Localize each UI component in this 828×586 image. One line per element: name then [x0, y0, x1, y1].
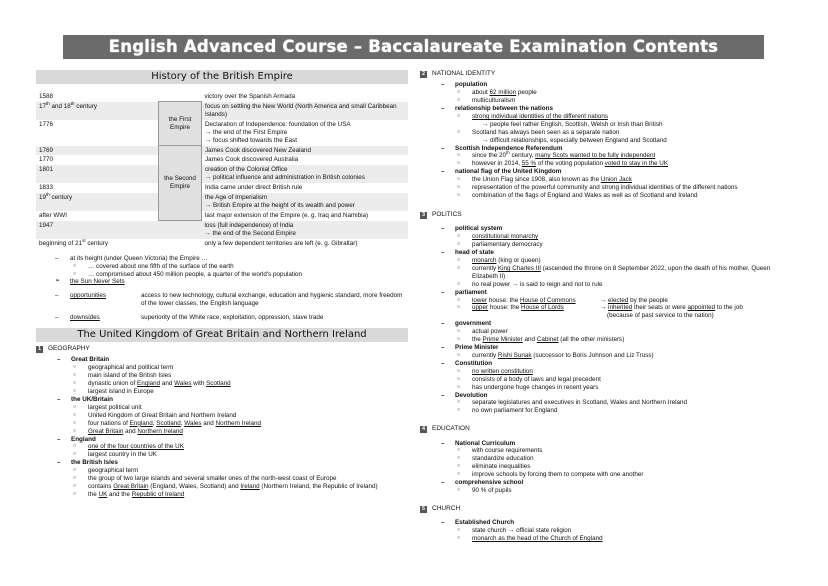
- table-row: 1801 creation of the Colonial Office → political influence and administration in British colonies: [36, 165, 408, 183]
- isles-heading: – the British Isles: [36, 459, 408, 467]
- uk-heading: The United Kingdom of Great Britain and Northern Ireland: [36, 328, 408, 342]
- table-row: 19th century the Age of Imperialism → British Empire at the height of its wealth and power: [36, 193, 408, 211]
- list-item: ○ … covered about one fifth of the surface of the earth: [36, 263, 408, 271]
- table-row: 1769 the Second Empire James Cook discovered New Zealand: [36, 146, 408, 156]
- sun-never-sets: ➢ the Sun Never Sets: [36, 278, 408, 286]
- table-row: 1770 James Cook discovered Australia: [39, 156, 299, 164]
- church-topic: 5 CHURCH: [421, 504, 461, 512]
- era-second-empire: the Second Empire: [159, 146, 202, 221]
- left-column: History of the British Empire 1588 victory over the Spanish Armada 17th and 18th century the First Empire focus on settling the New World (North America and small Caribbean Islands) 1776 Declaration of Independence: foundation of the USA → the end of the First Empire → focus shifted towards the East 1769 the Second Empire James Cook discovered New Zealand 1770 James Cook discovered Australia 1801 creation of the Colonial Office → political influence and administration in British colonies 1833 India came under direct British rule 19th century the Age of Imperialism → British Empire at the height of its wealth and power after WWI last major extension of the Empire (e. g. Iraq and Namibia) 1947 loss (full independence) of India → the end of the Second Empire beginning of 21st century only a few dependent territories are left (e. g. Gibraltar) – at its height (under Queen Victoria) the Empire … ○ … covered about one fifth of the surface of the earth ○ … compromised about 450 million people, a quarter of the world's population ➢ the Sun Never Sets – opportunities access to new technology, cultural exchange, education and hygienic standard, more freedom of the lower classes, the English language – downsides superiority of the White race, exploitation, oppression, slave trade The United Kingdom of Great Britain and Northern Ireland 1 GEOGRAPHY – Great Britain ○ geographical and political term ○ main island of the British Isles ○ dynastic union of England and Wales with Scotland ○ largest island in Europe – the UK/Britain ○ largest political unit ○ United Kingdom of Great Britain and Northern Ireland ○ four nations of England, Scotland, Wales and Northern Ireland ○ Great Britain and Northern Ireland – England ○ one of the four countries of the UK ○ largest country in the UK – the British Isles ○ geographical term ○ the group of two large islands and several smaller ones of the north-west coast of Europe ○ contains Great Britain (England, Wales, Scotland) and Ireland (Northern Ireland, the Republic of Ireland) ○ the UK and the Republic of Ireland: [36, 70, 408, 499]
- empire-height: – at its height (under Queen Victoria) the Empire …: [36, 255, 408, 263]
- era-first-empire: the First Empire: [159, 102, 202, 146]
- gb-heading: – Great Britain: [36, 356, 408, 364]
- table-row: 1776 Declaration of Independence: foundation of the USA → the end of the First Empire → focus shifted towards the East: [39, 120, 351, 144]
- history-table: [36, 92, 408, 249]
- downsides: – downsides superiority of the White race, exploitation, oppression, slave trade: [36, 314, 408, 322]
- ukb-heading: – the UK/Britain: [36, 396, 408, 404]
- opportunities: – opportunities access to new technology, cultural exchange, education and hygienic standard, more freedom of the lower classes, the English language: [36, 292, 408, 308]
- right-column: 2 NATIONAL IDENTITY – population ○ about 62 million people ○ multiculturalism – relationship between the nations ○ strong individual identities of the different nations → people feel rather English, Scottish, Welsh or Irish than British ○ Scotland has always been seen as a separate nation → difficult relationships, especially between England and Scotland – Scottish Independence Referendum ○ since the 20th century, many Scots wanted to be fully independent ○ however in 2014, 55 % of the voting population voted to stay in the UK – national flag of the United Kingdom ○ the Union Flag since 1908, also known as the Union Jack ○ representation of the powerful community and strong individual identities of the different nations ○ combination of the flags of England and Wales as well as of Scotland and Ireland 3 POLITICS – political system ○ constitutional monarchy ○ parliamentary democracy – head of state ○ monarch (king or queen) ○ currently King Charles III (ascended the throne on 8 September 2022, upon the death of his mother, Queen Elizabeth II) ○ no real power → is said to reign and not to rule – parliament ○ lower house: the House of Commons → elected by the people ○ upper house: the House of Lords → inherited their seats or were appointed to the job (because of past service to the nation) – government ○ actual power ○ the Prime Minister and Cabinet (all the other ministers) – Prime Minister ○ currently Rishi Sunak (successor to Boris Johnson and Liz Truss) – Constitution ○ no written constitution ○ consists of a body of laws and legal precedent ○ has undergone huge changes in recent years – Devolution ○ separate legislatures and executives in Scotland, Wales and Northern Ireland ○ no own parliament for England 4 EDUCATION – National Curriculum ○ with course requirements ○ standardize education ○ eliminate inequalities ○ improve schools by forcing them to compete with one another – comprehensive school ○ 90 % of pupils 5 CHURCH – Established Church ○ state church → official state religion ○ monarch as the head of the Church of England: [420, 70, 792, 543]
- table-row: 1833 India came under direct British rule: [39, 184, 303, 192]
- table-row: beginning of 21st century only a few dependent territories are left (e. g. Gibraltar): [39, 237, 358, 247]
- history-heading: History of the British Empire: [36, 70, 408, 84]
- table-row: 17th and 18th century the First Empire focus on settling the New World (North America and small Caribbean Islands): [36, 102, 408, 120]
- page-title: English Advanced Course – Baccalaureate Examination Contents: [63, 35, 764, 59]
- table-row: 1947 loss (full independence) of India → the end of the Second Empire: [36, 221, 408, 239]
- england-heading: – England: [36, 436, 408, 444]
- education-topic: 4 EDUCATION: [421, 425, 470, 433]
- table-row: after WWI last major extension of the Empire (e. g. Iraq and Namibia): [39, 211, 369, 219]
- politics-topic: 3 POLITICS: [421, 211, 462, 219]
- identity-topic: 2 NATIONAL IDENTITY: [421, 70, 496, 77]
- list-item: ○ … compromised about 450 million people, a quarter of the world's population: [36, 271, 408, 279]
- table-row: 1588 victory over the Spanish Armada: [39, 93, 296, 100]
- geography-topic: 1 GEOGRAPHY: [37, 345, 90, 353]
